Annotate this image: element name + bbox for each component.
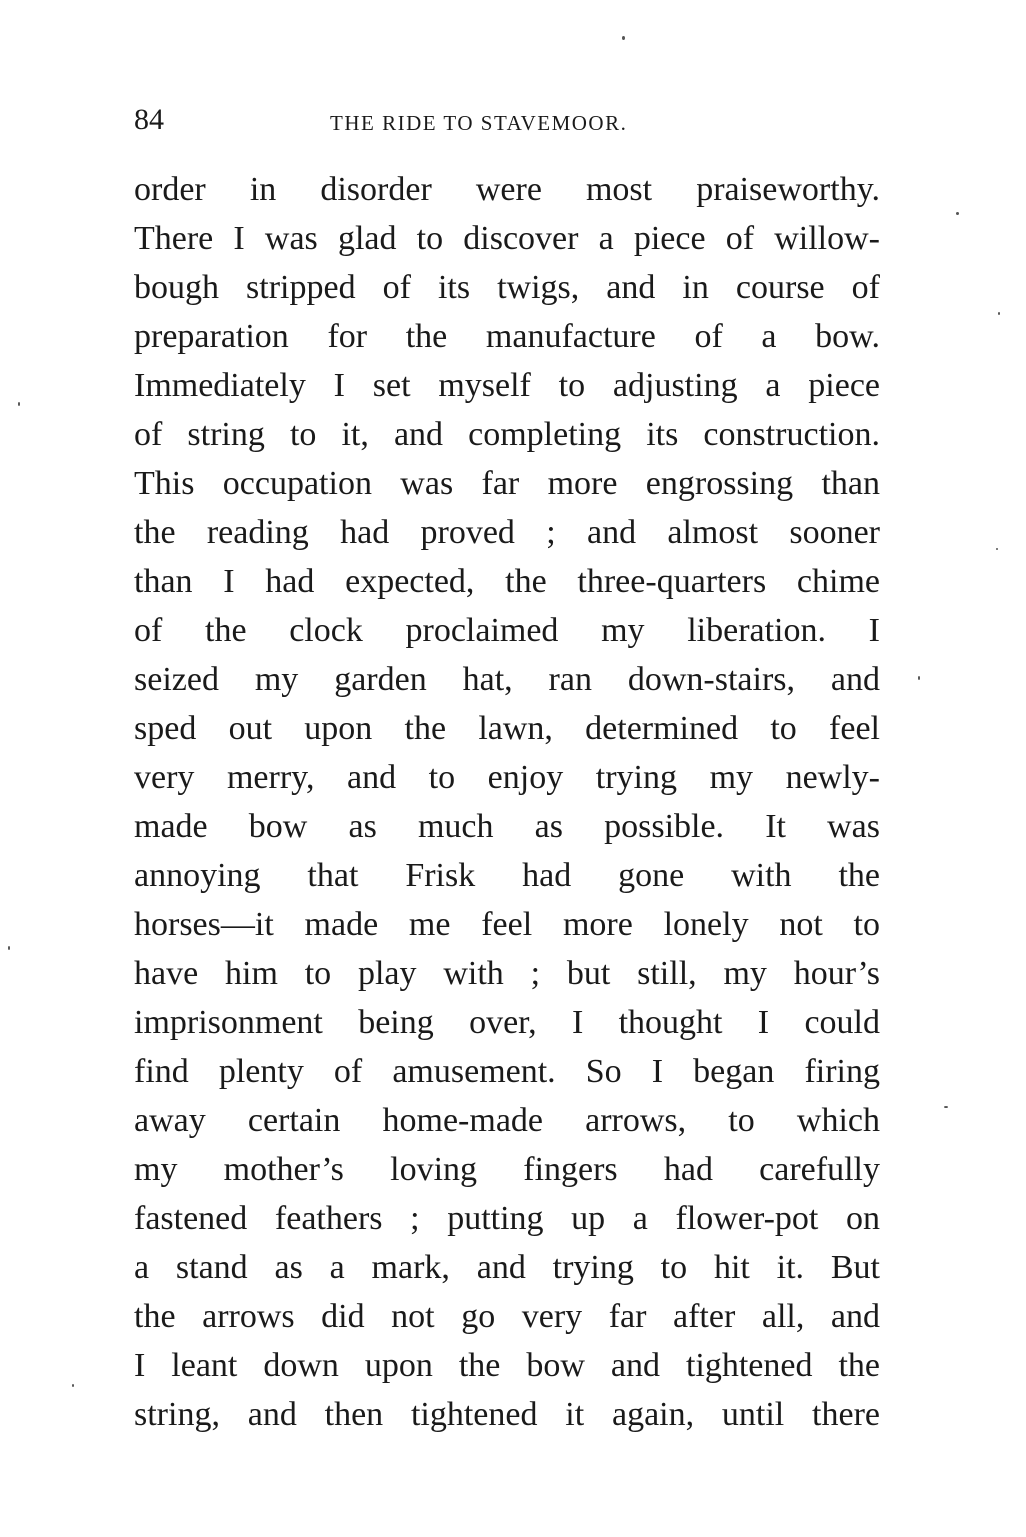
text-line: This occupation was far more engrossing than (134, 465, 880, 502)
text-line: bough stripped of its twigs, and in course of (134, 269, 880, 306)
text-line: the arrows did not go very far after all, and (134, 1298, 880, 1335)
text-line: sped out upon the lawn, determined to feel (134, 710, 880, 747)
scan-speck (18, 402, 20, 406)
text-line: Immediately I set myself to adjusting a piece (134, 367, 880, 404)
text-line: a stand as a mark, and trying to hit it. But (134, 1249, 880, 1286)
scan-speck (72, 1384, 74, 1387)
scan-speck (998, 312, 1000, 315)
scan-speck (996, 548, 998, 550)
running-title: THE RIDE TO STAVEMOOR. (330, 111, 628, 135)
text-line: of string to it, and completing its construction. (134, 416, 880, 453)
page-number: 84 (134, 103, 164, 136)
scan-speck (956, 212, 959, 215)
body-text (134, 165, 880, 1439)
text-line: of the clock proclaimed my liberation. I (134, 612, 880, 649)
text-line: very merry, and to enjoy trying my newly- (134, 759, 880, 796)
text-line: There I was glad to discover a piece of willow- (134, 220, 880, 257)
text-line: imprisonment being over, I thought I could (134, 1004, 880, 1041)
scan-speck (8, 946, 10, 950)
text-line: made bow as much as possible. It was (134, 808, 880, 845)
text-line: away certain home-made arrows, to which (134, 1102, 880, 1139)
text-line: string, and then tightened it again, until there (134, 1396, 880, 1433)
running-head (134, 100, 880, 140)
text-line: horses—it made me feel more lonely not to (134, 906, 880, 943)
text-line: my mother’s loving fingers had carefully (134, 1151, 880, 1188)
scan-speck (944, 1106, 948, 1108)
text-line: the reading had proved ; and almost sooner (134, 514, 880, 551)
text-line: order in disorder were most praiseworthy. (134, 171, 880, 208)
text-line: annoying that Frisk had gone with the (134, 857, 880, 894)
text-line: have him to play with ; but still, my hour’s (134, 955, 880, 992)
text-line: preparation for the manufacture of a bow. (134, 318, 880, 355)
text-line: than I had expected, the three-quarters chime (134, 563, 880, 600)
text-line: fastened feathers ; putting up a flower-pot on (134, 1200, 880, 1237)
scan-speck (622, 36, 625, 40)
text-line: find plenty of amusement. So I began firing (134, 1053, 880, 1090)
scan-speck (918, 676, 920, 680)
text-line: I leant down upon the bow and tightened the (134, 1347, 880, 1384)
text-line: seized my garden hat, ran down-stairs, and (134, 661, 880, 698)
